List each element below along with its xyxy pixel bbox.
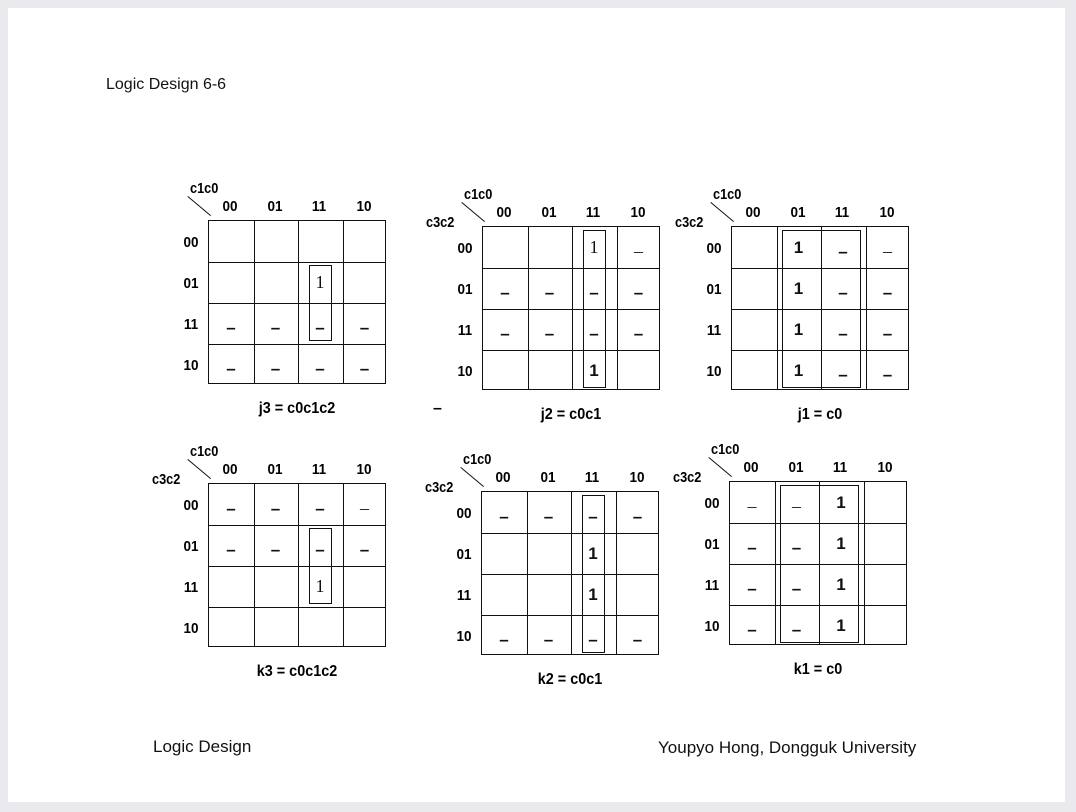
kmap-grid [481,491,659,655]
kmap-cell: – [543,630,554,649]
kmap-5 [425,451,701,688]
footer-author: Youpyo Hong, Dongguk University [658,738,917,757]
kmap-cell [343,262,387,303]
kmap-cell [298,221,342,262]
row-label: 01 [183,275,199,292]
column-label: 10 [878,204,895,221]
kmap-cell: – [315,499,325,518]
row-label: 11 [706,322,722,339]
column-variable-label: c1c0 [711,441,740,458]
row-variable-label: c3c2 [675,214,704,231]
column-label: 00 [222,461,238,478]
row-label: 11 [457,322,473,339]
kmap-cell: – [543,507,554,526]
kmap-cell [254,607,298,648]
kmap-cell: – [882,283,893,302]
kmap-cell [864,523,908,564]
kmap-cell: – [883,241,892,261]
kmap-cell [527,574,571,615]
kmap-cell: – [315,359,325,378]
column-label: 10 [355,198,372,215]
row-variable-label: c3c2 [426,214,455,231]
kmap-cell [527,533,571,574]
grouping-box [309,265,332,341]
column-variable-label: c1c0 [190,180,219,197]
kmap-cell: – [589,283,599,302]
kmap-cell: 1 [589,360,599,380]
kmap-cell: – [270,318,281,337]
row-label: 01 [183,538,199,555]
kmap-grid [731,226,909,390]
row-label: 10 [706,363,722,380]
slide-title: Logic Design 6-6 [106,76,227,93]
kmap-cell: 1 [589,237,599,257]
kmap-cell: – [838,324,848,343]
corner-diagonal [187,459,211,479]
row-label: 11 [704,577,720,594]
kmap-4 [152,443,428,680]
equation-label: k2 = c0c1 [537,671,603,688]
kmap-cell: – [500,324,510,343]
grouping-box [780,485,859,643]
stray-dash: – [433,400,442,417]
equation-label: j2 = c0c1 [540,406,602,423]
kmap-cell: – [226,318,236,337]
kmap-cell: 1 [588,543,598,563]
kmap-cell: 1 [836,574,846,594]
corner-diagonal [187,196,211,216]
kmap-cell: – [792,496,801,516]
kmap-cell [617,350,661,391]
slide [8,8,1065,802]
row-variable-label: c3c2 [425,479,454,496]
equation-label: k1 = c0 [793,661,843,678]
kmap-cell: – [633,324,644,343]
column-label: 10 [355,461,372,478]
row-label: 00 [704,495,720,512]
kmap-cell [483,227,527,268]
kmap-cell: – [588,630,598,649]
equation-label: j1 = c0 [797,406,843,423]
equation-label: j3 = c0c1c2 [258,400,336,417]
kmap-cell: 1 [836,615,846,635]
equation-label: k3 = c0c1c2 [256,663,338,680]
kmap-1 [178,180,428,417]
kmap-cell: – [791,620,802,639]
kmap-cell: 1 [315,272,325,292]
kmap-cell: 1 [836,533,846,553]
kmap-cell: – [634,241,643,261]
kmap-cell [343,566,387,607]
kmap-cell: 1 [836,492,846,512]
kmap-cell: – [544,324,555,343]
column-label: 00 [496,204,512,221]
kmap-cell: – [226,359,236,378]
kmap-cell: – [747,620,757,639]
corner-diagonal [710,202,734,222]
row-label: 10 [456,628,472,645]
kmap-cell [483,350,527,391]
grouping-box [582,495,605,653]
corner-diagonal [708,457,732,477]
kmap-cell: 1 [793,319,804,339]
kmap-cell [482,574,526,615]
row-label: 10 [704,618,720,635]
kmap-cell [254,566,298,607]
kmap-cell [298,607,342,648]
column-label: 00 [745,204,761,221]
kmap-cell: – [226,540,236,559]
grouping-box [583,230,606,388]
kmap-3 [675,186,951,423]
column-label: 11 [834,204,850,221]
kmap-cell: 1 [588,584,598,604]
row-label: 01 [457,281,473,298]
row-variable-label: c3c2 [152,471,181,488]
kmap-cell: – [226,499,236,518]
row-label: 01 [706,281,722,298]
kmap-cell: – [882,324,893,343]
column-label: 11 [311,461,327,478]
kmap-cell [209,607,253,648]
column-label: 01 [539,469,556,486]
corner-diagonal [460,467,484,487]
row-label: 10 [183,357,199,374]
column-label: 00 [495,469,511,486]
column-label: 11 [585,204,601,221]
footer-course: Logic Design [153,737,252,756]
row-label: 00 [706,240,722,257]
kmap-cell [209,566,253,607]
kmap-cell: – [499,507,509,526]
kmap-cell [864,482,908,523]
kmap-grid [482,226,660,390]
kmap-cell [343,221,387,262]
column-label: 11 [584,469,600,486]
row-label: 01 [704,536,720,553]
column-label: 11 [832,459,848,476]
kmap-cell [616,574,660,615]
kmap-cell: – [270,499,281,518]
kmap-cell: – [544,283,555,302]
kmap-cell: – [747,496,757,516]
kmap-cell: – [791,579,802,598]
row-label: 00 [183,234,199,251]
column-variable-label: c1c0 [190,443,219,460]
grouping-box [309,528,332,604]
kmap-cell [482,533,526,574]
kmap-cell: – [791,538,802,557]
grouping-box [782,230,861,388]
column-label: 00 [222,198,238,215]
column-label: 10 [629,204,646,221]
kmap-cell: 1 [793,360,804,380]
column-label: 11 [311,198,327,215]
kmap-cell: – [315,318,325,337]
kmap-cell: – [359,359,370,378]
kmap-cell: – [588,507,598,526]
kmap-cell: – [500,283,510,302]
kmap-cell: – [882,365,893,384]
kmap-cell [732,350,776,391]
kmap-cell: – [589,324,599,343]
row-label: 10 [457,363,473,380]
kmap-cell: – [359,540,370,559]
row-label: 11 [183,316,199,333]
kmap-cell: – [632,630,643,649]
column-label: 10 [628,469,645,486]
row-label: 00 [456,505,472,522]
column-label: 01 [266,461,283,478]
kmap-cell: – [747,579,757,598]
kmap-cell: – [270,359,281,378]
column-label: 10 [876,459,893,476]
kmap-cell: – [838,365,848,384]
kmap-cell: – [360,498,369,518]
kmap-cell: 1 [793,237,804,257]
kmap-cell: – [632,507,643,526]
kmap-cell: – [747,538,757,557]
column-label: 01 [540,204,557,221]
row-label: 01 [456,546,472,563]
kmap-cell: 1 [793,278,804,298]
kmap-cell: – [838,242,848,261]
row-label: 11 [456,587,472,604]
kmap-cell: 1 [315,576,325,596]
kmap-cell [209,221,253,262]
corner-diagonal [461,202,485,222]
kmap-cell [864,605,908,646]
column-variable-label: c1c0 [463,451,492,468]
kmap-cell: – [270,540,281,559]
row-label: 11 [183,579,199,596]
kmap-cell [732,309,776,350]
column-label: 01 [266,198,283,215]
column-variable-label: c1c0 [713,186,742,203]
kmap-cell [528,227,572,268]
kmap-cell [864,564,908,605]
kmap-cell [209,262,253,303]
kmap-cell [254,221,298,262]
kmap-grid [729,481,907,645]
column-variable-label: c1c0 [464,186,493,203]
kmap-cell: – [633,283,644,302]
kmap-cell: – [359,318,370,337]
kmap-cell [732,227,776,268]
kmap-cell [528,350,572,391]
kmap-2 [426,186,702,423]
kmap-cell [732,268,776,309]
column-label: 01 [789,204,806,221]
kmap-cell [343,607,387,648]
row-label: 10 [183,620,199,637]
kmap-cell [616,533,660,574]
kmap-grid [208,220,386,384]
kmap-cell: – [499,630,509,649]
column-label: 01 [787,459,804,476]
kmap-cell [254,262,298,303]
kmap-cell: – [838,283,848,302]
column-label: 00 [743,459,759,476]
kmap-6 [673,441,949,678]
row-label: 00 [183,497,199,514]
row-variable-label: c3c2 [673,469,702,486]
kmap-cell: – [315,540,325,559]
row-label: 00 [457,240,473,257]
kmap-grid [208,483,386,647]
